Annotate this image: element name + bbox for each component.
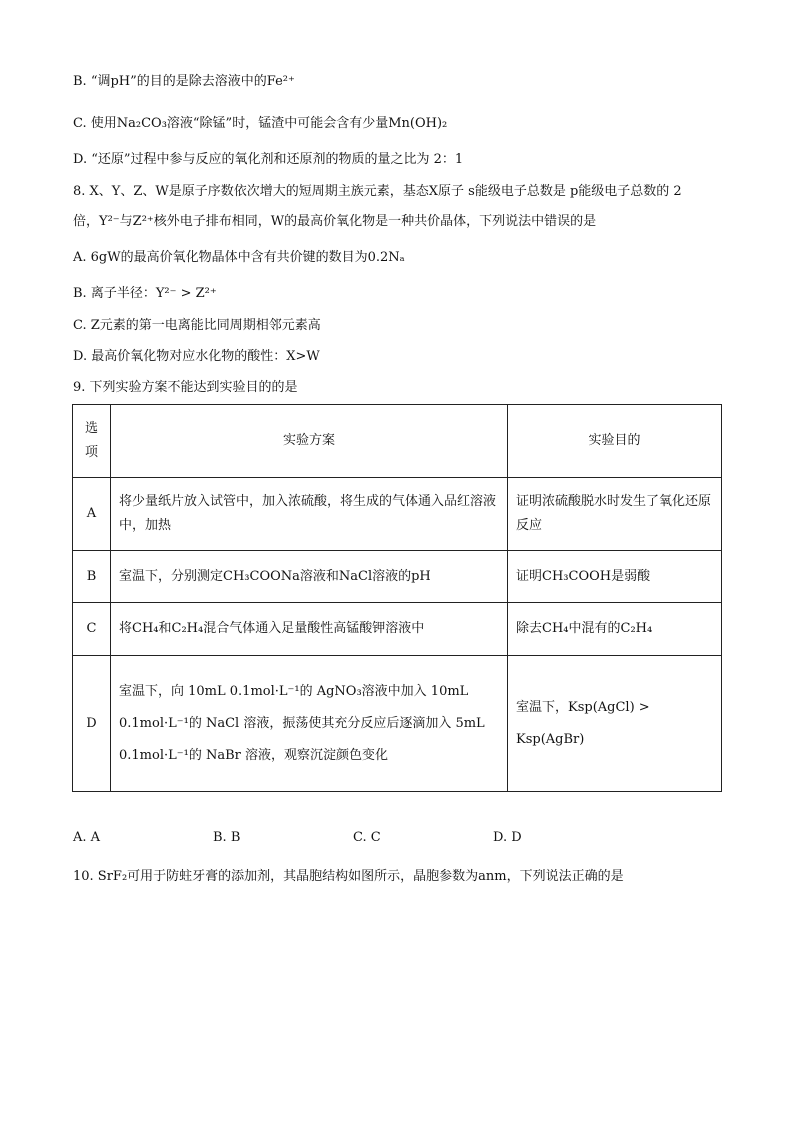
table-row	[73, 551, 722, 603]
q10-stem: 10. SrF₂可用于防蛀牙膏的添加剂，其晶胞结构如图所示，晶胞参数为anm，下列说法正确的是	[73, 869, 624, 884]
q8-option-a: A. 6gW的最高价氧化物晶体中含有共价键的数目为0.2Nₐ	[73, 250, 405, 265]
experiment-table	[72, 404, 722, 792]
q7-option-c: C. 使用Na₂CO₃溶液“除锰”时，锰渣中可能会含有少量Mn(OH)₂	[73, 116, 448, 131]
q8-stem-line1: 8. X、Y、Z、W是原子序数依次增大的短周期主族元素，基态X原子 s能级电子总数是 p能级电子总数的 2	[73, 184, 682, 199]
row-goal: 证明CH₃COOH是弱酸	[508, 551, 722, 603]
header-goal: 实验目的	[508, 405, 722, 478]
row-plan: 将CH₄和C₂H₄混合气体通入足量酸性高锰酸钾溶液中	[111, 603, 508, 656]
row-goal: 证明浓硫酸脱水时发生了氧化还原反应	[508, 478, 722, 551]
row-option: C	[73, 603, 111, 656]
q8-stem-line2: 倍，Y²⁻与Z²⁺核外电子排布相同，W的最高价氧化物是一种共价晶体，下列说法中错误的是	[73, 214, 597, 229]
row-plan: 将少量纸片放入试管中，加入浓硫酸，将生成的气体通入品红溶液中，加热	[111, 478, 508, 551]
q7-option-b: B. “调pH”的目的是除去溶液中的Fe²⁺	[73, 74, 295, 89]
row-goal: 室温下，Ksp(AgCl) > Ksp(AgBr)	[508, 656, 722, 792]
q8-option-d: D. 最高价氧化物对应水化物的酸性：X>W	[73, 349, 320, 364]
header-plan: 实验方案	[111, 405, 508, 478]
answer-option-a: A. A	[73, 830, 101, 845]
q8-option-b: B. 离子半径：Y²⁻ > Z²⁺	[73, 286, 217, 301]
row-goal: 除去CH₄中混有的C₂H₄	[508, 603, 722, 656]
table-row	[73, 478, 722, 551]
row-option: B	[73, 551, 111, 603]
answer-option-c: C. C	[353, 830, 381, 845]
answer-option-d: D. D	[493, 830, 522, 845]
row-option: D	[73, 656, 111, 792]
table-row	[73, 603, 722, 656]
row-option: A	[73, 478, 111, 551]
row-plan: 室温下，分别测定CH₃COONa溶液和NaCl溶液的pH	[111, 551, 508, 603]
row-plan: 室温下，向 10mL 0.1mol·L⁻¹的 AgNO₃溶液中加入 10mL 0.1mol·L⁻¹的 NaCl 溶液，振荡使其充分反应后逐滴加入 5mL 0.1mol·L⁻¹的 NaBr 溶液，观察沉淀颜色变化	[111, 656, 508, 792]
answer-option-b: B. B	[213, 830, 241, 845]
q9-answer-options	[73, 830, 633, 845]
header-option: 选项	[73, 405, 111, 478]
q9-stem: 9. 下列实验方案不能达到实验目的的是	[73, 380, 298, 395]
q8-option-c: C. Z元素的第一电离能比同周期相邻元素高	[73, 318, 321, 333]
table-row	[73, 656, 722, 792]
q7-option-d: D. “还原”过程中参与反应的氧化剂和还原剂的物质的量之比为 2：1	[73, 152, 464, 167]
